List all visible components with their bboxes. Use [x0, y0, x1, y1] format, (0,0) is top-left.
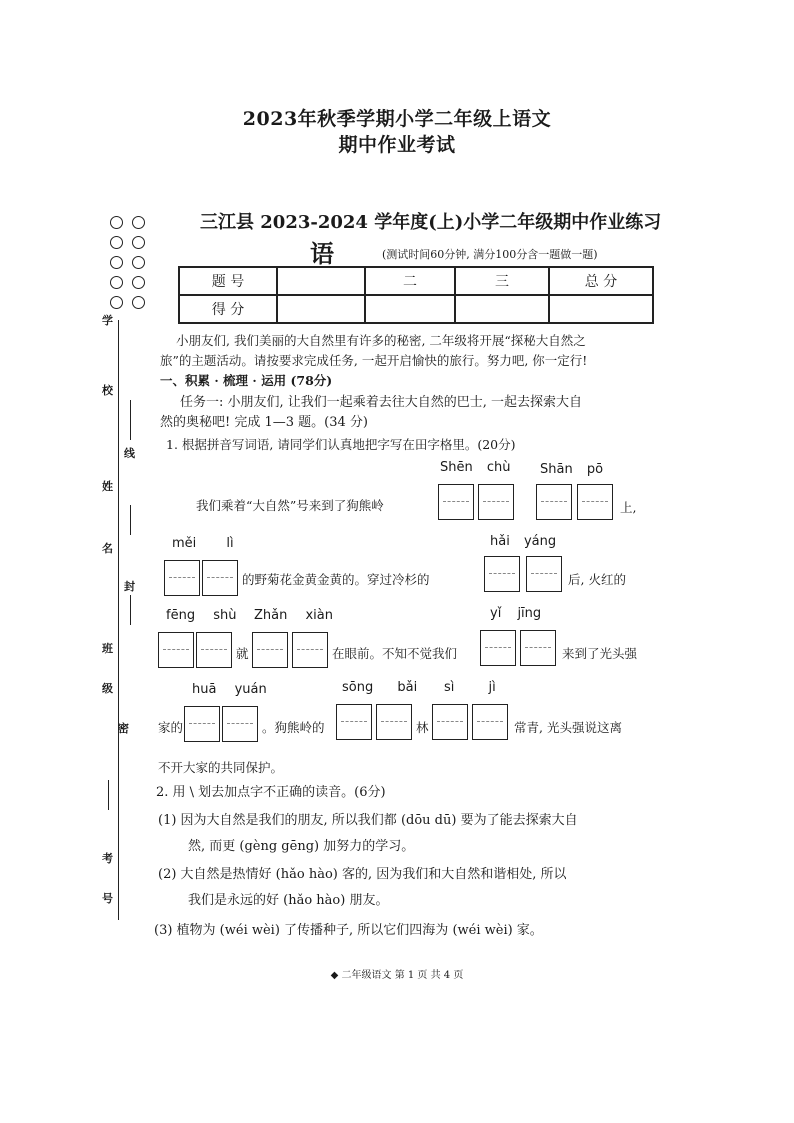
margin-label: 密 — [118, 722, 129, 735]
writing-box[interactable] — [432, 704, 468, 740]
intro-line: 小朋友们, 我们美丽的大自然里有许多的秘密, 二年级将开展“探秘大自然之 — [176, 333, 586, 348]
table-cell: 三 — [455, 267, 549, 295]
sentence-text: 常青, 光头强说这离 — [514, 720, 622, 735]
table-row — [179, 295, 653, 323]
score-table — [178, 266, 654, 324]
task-line: 任务一: 小朋友们, 让我们一起乘着去往大自然的巴士, 一起去探索大自 — [180, 395, 583, 410]
sentence-text: 在眼前。不知不觉我们 — [332, 646, 458, 661]
document-subtitle: 期中作业考试 — [338, 134, 456, 156]
task-line: 然的奥秘吧! 完成 1—3 题。(34 分) — [160, 415, 368, 430]
time-note: (测试时间60分钟, 满分100分含一题做一题) — [382, 248, 598, 261]
question-prompt: 1. 根据拼音写词语, 请同学们认真地把字写在田字格里。(20分) — [166, 437, 516, 452]
writing-box[interactable] — [536, 484, 572, 520]
document-title: 2023年秋季学期小学二年级上语文 — [242, 108, 552, 130]
writing-box[interactable] — [252, 632, 288, 668]
writing-box[interactable] — [472, 704, 508, 740]
pinyin: huā yuán — [192, 682, 267, 697]
sentence-text: 。狗熊岭的 — [262, 720, 325, 735]
pinyin: Zhǎn xiàn — [254, 608, 333, 623]
margin-label: 班 — [102, 642, 113, 655]
exam-title: 三江县 2023-2024 学年度(上)小学二年级期中作业练习 — [200, 212, 662, 233]
question-item: (2) 大自然是热情好 (hǎo hào) 客的, 因为我们和大自然和谐相处, 所以 — [158, 867, 567, 882]
writing-box[interactable] — [196, 632, 232, 668]
pinyin: yǐ jīng — [490, 606, 542, 621]
margin-label: 级 — [102, 682, 113, 695]
sentence-text: 家的 — [158, 720, 184, 735]
writing-box[interactable] — [184, 706, 220, 742]
sentence-text: 林 — [416, 720, 429, 735]
question-item: 然, 而更 (gèng gēng) 加努力的学习。 — [188, 839, 415, 854]
sentence-text: 的野菊花金黄金黄的。穿过冷杉的 — [242, 572, 430, 587]
writing-box[interactable] — [480, 630, 516, 666]
intro-line: 旅”的主题活动。请按要求完成任务, 一起开启愉快的旅行。努力吧, 你一定行! — [160, 353, 588, 368]
margin-label: 考 — [102, 852, 113, 865]
writing-box[interactable] — [438, 484, 474, 520]
pinyin: sì jì — [444, 680, 496, 695]
pinyin: Shān pō — [540, 462, 604, 477]
subject-label: 语 — [310, 239, 334, 268]
writing-box[interactable] — [376, 704, 412, 740]
writing-box[interactable] — [202, 560, 238, 596]
sentence-text: 不开大家的共同保护。 — [158, 760, 284, 775]
score-cell[interactable] — [455, 295, 549, 323]
writing-box[interactable] — [164, 560, 200, 596]
score-cell[interactable] — [365, 295, 455, 323]
score-cell[interactable] — [549, 295, 653, 323]
page-footer: ◆ 二年级语文 第 1 页 共 4 页 — [330, 970, 464, 981]
question-item: (3) 植物为 (wéi wèi) 了传播种子, 所以它们四海为 (wéi wèi) 家。 — [154, 923, 543, 938]
writing-box[interactable] — [292, 632, 328, 668]
sentence-text: 就 — [236, 646, 249, 661]
section-heading: 一、积累 · 梳理 · 运用 (78分) — [160, 373, 333, 388]
margin-label: 号 — [102, 892, 113, 905]
sentence-text: 后, 火红的 — [568, 572, 626, 587]
writing-box[interactable] — [222, 706, 258, 742]
question-item: (1) 因为大自然是我们的朋友, 所以我们都 (dōu dū) 要为了能去探索大自 — [158, 813, 578, 828]
question-prompt: 2. 用 \ 划去加点字不正确的读音。(6分) — [156, 785, 386, 800]
sentence-text: 上, — [620, 500, 637, 515]
writing-box[interactable] — [577, 484, 613, 520]
pinyin: hǎi yáng — [490, 534, 557, 549]
sentence-text: 来到了光头强 — [562, 646, 638, 661]
margin-label: 姓 — [102, 480, 113, 493]
writing-box[interactable] — [526, 556, 562, 592]
pinyin: sōng bǎi — [342, 680, 418, 695]
margin-label: 校 — [102, 384, 113, 397]
table-cell: 二 — [365, 267, 455, 295]
writing-box[interactable] — [478, 484, 514, 520]
writing-box[interactable] — [336, 704, 372, 740]
margin-label: 线 — [124, 447, 135, 460]
sentence-text: 我们乘着“大自然”号来到了狗熊岭 — [196, 498, 384, 513]
margin-label: 学 — [102, 314, 113, 327]
table-cell — [277, 267, 365, 295]
writing-box[interactable] — [484, 556, 520, 592]
table-cell: 得 分 — [179, 295, 277, 323]
pinyin: měi lì — [172, 536, 234, 551]
question-item: 我们是永远的好 (hǎo hào) 朋友。 — [188, 893, 389, 908]
table-cell: 题 号 — [179, 267, 277, 295]
pinyin: Shēn chù — [440, 460, 511, 475]
margin-label: 名 — [102, 542, 113, 555]
score-cell[interactable] — [277, 295, 365, 323]
writing-box[interactable] — [520, 630, 556, 666]
table-row — [179, 267, 653, 295]
margin-label: 封 — [124, 580, 135, 593]
table-cell: 总 分 — [549, 267, 653, 295]
pinyin: fēng shù — [166, 608, 237, 623]
writing-box[interactable] — [158, 632, 194, 668]
